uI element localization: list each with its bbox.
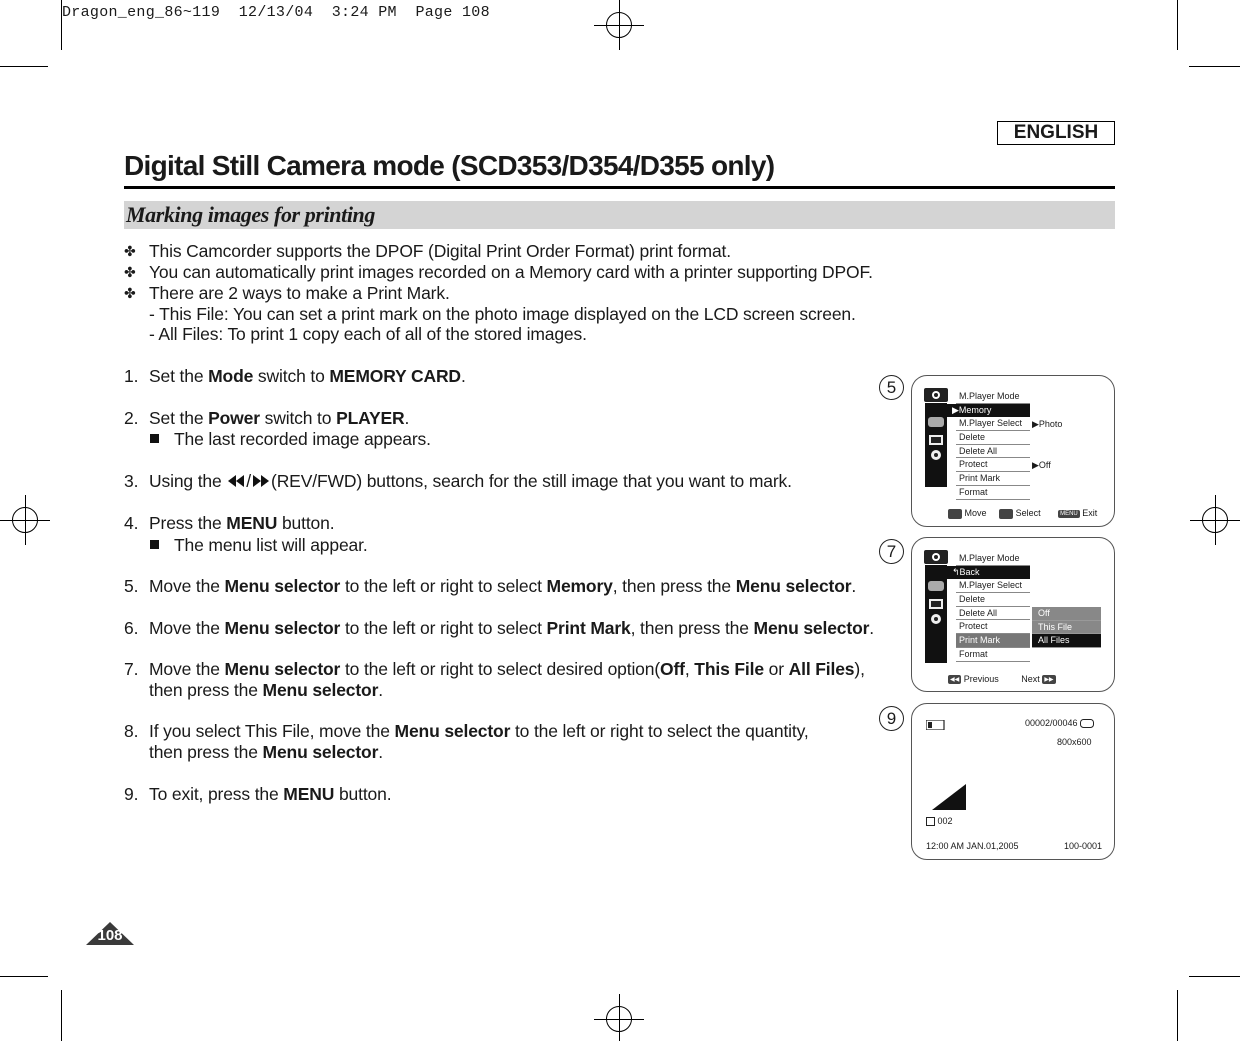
registration-mark (0, 495, 50, 545)
crop-mark (1177, 0, 1178, 50)
card-icon (1080, 719, 1094, 728)
step-8-cont: then press the Menu selector. (149, 742, 383, 762)
page-number-badge (85, 920, 135, 946)
menu-item-selected[interactable]: ▶Memory (936, 404, 1030, 418)
camera-mode-icon (924, 548, 948, 564)
panel-9-number: 9 (879, 706, 904, 731)
step-3: 3. Using the / (REV/FWD) buttons, search for the still image that you want to mark. (124, 471, 792, 491)
print-mark-triangle-icon (932, 784, 966, 810)
menu-item[interactable]: Print Mark (956, 472, 1030, 486)
registration-mark (594, 994, 644, 1041)
panel-footer: Move Select MENU Exit (948, 508, 1097, 519)
bullet-text: This Camcorder supports the DPOF (Digital Print Order Format) print format. (149, 241, 731, 261)
panel-7-number: 7 (879, 539, 904, 564)
crop-mark (0, 66, 48, 67)
registration-mark (1190, 495, 1240, 545)
step-7: 7. Move the Menu selector to the left or right to select desired option(Off, This File or All Files), (124, 659, 865, 679)
step-2: 2. Set the Power switch to PLAYER. (124, 408, 410, 428)
step-7-cont: then press the Menu selector. (149, 680, 383, 700)
menu-item-back[interactable]: ↰Back (936, 566, 1030, 580)
crop-mark (0, 976, 48, 977)
crop-mark (61, 990, 62, 1041)
menu-item[interactable]: M.Player Mode (956, 390, 1030, 404)
tv-icon (929, 433, 943, 445)
language-badge: ENGLISH (997, 121, 1115, 145)
menu-item[interactable]: M.Player Mode (956, 552, 1030, 566)
submenu-value-photo: ▶Photo (1032, 419, 1063, 429)
menu-item[interactable]: M.Player Select (956, 579, 1030, 593)
step-8: 8. If you select This File, move the Menu selector to the left or right to select the quantity, (124, 721, 809, 741)
lcd-panel-9 (911, 703, 1115, 860)
folder-number: 100-0001 (1064, 841, 1103, 851)
rewind-icon: ◀◀ (950, 677, 960, 684)
menu-item[interactable]: Protect (956, 620, 1030, 634)
menu-list (952, 390, 1030, 500)
tv-icon (929, 597, 943, 609)
cross-bullet-icon: ✤ (124, 264, 136, 280)
step-9: 9. To exit, press the MENU button. (124, 784, 392, 804)
menu-item[interactable]: Protect (956, 458, 1030, 472)
fast-forward-icon: ▶▶ (1044, 677, 1054, 684)
bullet-text: You can automatically print images recorded on a Memory card with a printer supporting DPOF. (149, 262, 873, 282)
battery-icon (926, 720, 946, 730)
play-arrow-icon: ▶ (952, 404, 959, 415)
cross-bullet-icon: ✤ (124, 243, 136, 259)
option-this-file[interactable]: This File (1032, 621, 1101, 635)
cross-bullet-icon: ✤ (124, 285, 136, 301)
menu-item[interactable]: Format (956, 486, 1030, 500)
panel-footer: ◀◀ Previous Next ▶▶ (950, 674, 1054, 684)
crop-mark (1189, 976, 1240, 977)
crop-mark (1189, 66, 1240, 67)
play-arrow-icon: ▶ (1032, 460, 1039, 470)
bullet-text: There are 2 ways to make a Print Mark. (149, 283, 450, 303)
step-note: The menu list will appear. (174, 535, 368, 555)
square-bullet-icon (150, 434, 159, 443)
option-off[interactable]: Off (1032, 607, 1101, 621)
fast-forward-icon (251, 474, 271, 488)
option-list (1032, 607, 1101, 648)
play-arrow-icon: ▶ (1032, 419, 1039, 429)
menu-item[interactable]: Delete (956, 431, 1030, 445)
square-bullet-icon (150, 540, 159, 549)
step-4: 4. Press the MENU button. (124, 513, 335, 533)
menu-item[interactable]: Delete All (956, 445, 1030, 459)
lcd-panel-5 (911, 375, 1115, 527)
print-mark-icon (926, 817, 935, 826)
registration-mark (594, 0, 644, 50)
image-resolution: 800x600 (1057, 737, 1092, 747)
lcd-panel-7 (911, 537, 1115, 692)
camera-mode-icon (924, 386, 948, 402)
image-counter: 00002/00046 (1025, 718, 1094, 728)
menu-item[interactable]: M.Player Select (956, 417, 1030, 431)
crop-mark (1177, 990, 1178, 1041)
step-6: 6. Move the Menu selector to the left or right to select Print Mark, then press the Menu selector. (124, 618, 874, 638)
menu-list (952, 552, 1030, 662)
menu-key: MENU (1060, 510, 1078, 517)
back-arrow-icon: ↰ (952, 566, 960, 577)
option-all-files[interactable]: All Files (1032, 634, 1101, 648)
select-icon (999, 509, 1013, 519)
panel-5-number: 5 (879, 375, 904, 400)
gear-icon (930, 449, 942, 461)
menu-item[interactable]: Delete All (956, 607, 1030, 621)
menu-sidebar (925, 565, 947, 663)
menu-item[interactable]: Format (956, 648, 1030, 662)
print-count: 002 (926, 816, 953, 826)
page-title: Digital Still Camera mode (SCD353/D354/D355 only) (124, 150, 775, 181)
step-1: 1. Set the Mode switch to MEMORY CARD. (124, 366, 466, 386)
card-icon (928, 417, 944, 427)
submenu-value-off: ▶Off (1032, 460, 1051, 470)
rewind-icon (226, 474, 246, 488)
page-number: 108 (97, 927, 123, 944)
sub-bullet-text: - All Files: To print 1 copy each of all of the stored images. (149, 324, 587, 344)
print-slug: Dragon_eng_86~119 12/13/04 3:24 PM Page 108 (62, 4, 490, 21)
datetime: 12:00 AM JAN.01,2005 (926, 841, 1019, 851)
menu-item-selected[interactable]: Print Mark (956, 634, 1030, 648)
section-title: Marking images for printing (126, 202, 375, 227)
card-icon (928, 581, 944, 591)
move-icon (948, 509, 962, 519)
step-5: 5. Move the Menu selector to the left or right to select Memory, then press the Menu selector. (124, 576, 857, 596)
title-rule (124, 186, 1115, 189)
step-note: The last recorded image appears. (174, 429, 431, 449)
gear-icon (930, 613, 942, 625)
sub-bullet-text: - This File: You can set a print mark on the photo image displayed on the LCD screen screen. (149, 304, 856, 324)
menu-item[interactable]: Delete (956, 593, 1030, 607)
